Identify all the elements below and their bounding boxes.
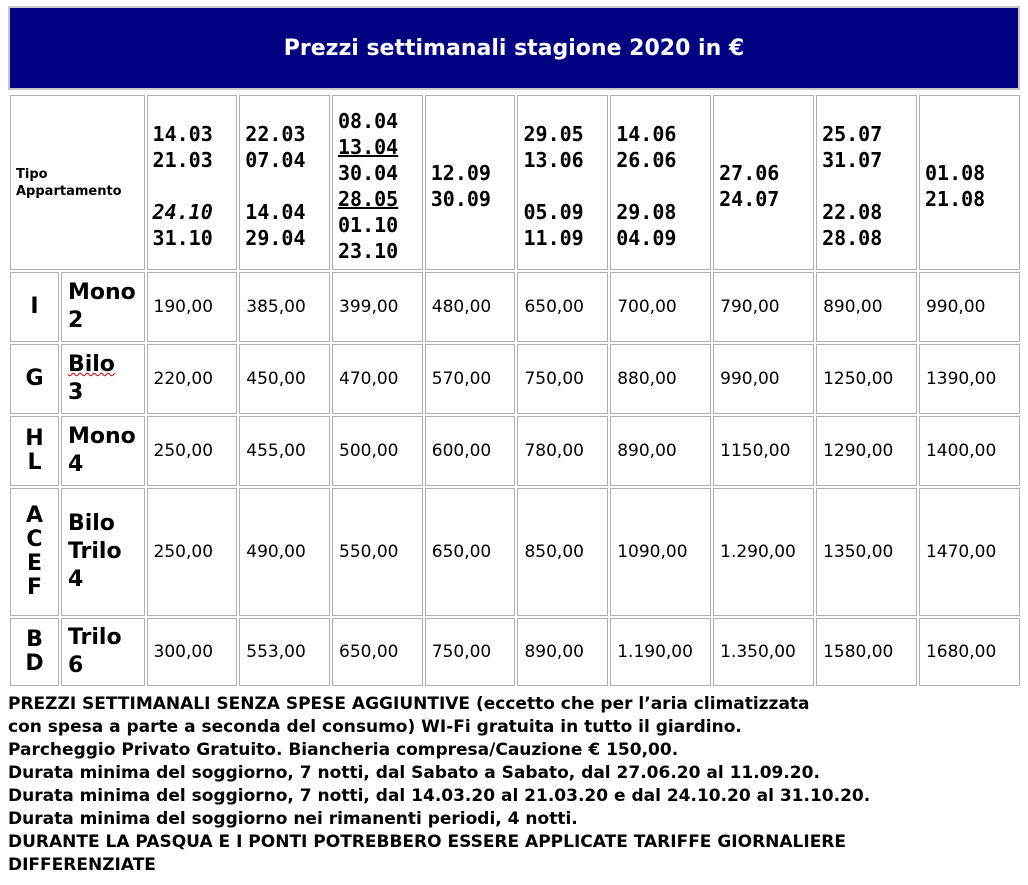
apartment-type [61,488,145,616]
unit-letter: L [27,450,42,475]
apartment-name: Mono [67,280,136,305]
apartment-name: Bilo [67,511,115,536]
apartment-name: Mono [67,424,136,449]
note-line: DIFFERENZIATE [8,855,156,875]
table-row [10,416,1020,486]
price-cell: 1.290,00 [713,488,814,616]
period-date: 04.09 [616,225,677,250]
period-header-1 [147,95,238,270]
unit-letters [10,344,59,414]
price-cell: 1250,00 [816,344,917,414]
period-date: 30.09 [430,186,491,211]
price-cell: 570,00 [425,344,516,414]
unit-letters [10,618,59,686]
period-date: 08.04 [338,108,399,133]
period-date: 14.06 [616,121,677,146]
period-date: 01.10 [338,212,399,237]
table-row [10,272,1020,342]
price-cell: 650,00 [332,618,423,686]
period-date: 30.04 [338,160,399,185]
note-line: Durata minima del soggiorno, 7 notti, dal 14.03.20 al 21.03.20 e dal 24.10.20 al 31.10.20. [8,786,871,806]
period-date: 26.06 [616,147,677,172]
price-cell: 990,00 [713,344,814,414]
apartment-type [61,618,145,686]
apartment-capacity: 4 [67,452,84,477]
period-date: 05.09 [523,199,584,224]
price-cell: 455,00 [239,416,330,486]
price-cell: 790,00 [713,272,814,342]
period-header-2 [239,95,330,270]
period-date: 23.10 [338,238,399,263]
price-cell: 1580,00 [816,618,917,686]
period-date: 01.08 [924,160,986,185]
price-cell: 1150,00 [713,416,814,486]
period-date: 29.04 [245,225,306,250]
type-label-line1: Tipo [16,166,48,182]
period-date: 13.06 [523,147,584,172]
period-date: 24.10 [152,199,213,224]
period-date: 31.10 [152,225,213,250]
price-cell: 1470,00 [919,488,1020,616]
price-cell: 990,00 [919,272,1020,342]
period-date: 21.03 [152,147,213,172]
price-cell: 880,00 [610,344,711,414]
note-line: Parcheggio Privato Gratuito. Biancheria compresa/Cauzione € 150,00. [8,740,679,760]
period-date: 27.06 [719,160,780,185]
price-cell: 1090,00 [610,488,711,616]
unit-letter: G [25,366,44,391]
period-date: 12.09 [430,160,491,185]
unit-letter: B [26,627,43,652]
price-cell: 890,00 [517,618,608,686]
price-cell: 1.190,00 [610,618,711,686]
unit-letters [10,272,59,342]
terms-notes [8,693,1020,877]
price-cell: 1680,00 [919,618,1020,686]
price-cell: 470,00 [332,344,423,414]
apartment-name: Trilo [67,539,122,564]
note-line: con spesa a parte a seconda del consumo) WI-Fi gratuita in tutto il giardino. [8,717,742,737]
apartment-capacity: 2 [67,308,84,333]
price-cell: 385,00 [239,272,330,342]
period-date: 07.04 [245,147,306,172]
period-header-3 [332,95,423,270]
page-title: Prezzi settimanali stagione 2020 in € [283,35,745,61]
table-row [10,344,1020,414]
apartment-capacity: 4 [67,567,84,592]
period-header-9 [919,95,1020,270]
price-cell: 750,00 [517,344,608,414]
price-cell: 250,00 [147,488,238,616]
period-date: 28.08 [822,225,883,250]
apartment-type [61,416,145,486]
price-cell: 890,00 [816,272,917,342]
period-header-4 [425,95,516,270]
period-date: 22.08 [822,199,883,224]
period-header-6 [610,95,711,270]
price-cell: 490,00 [239,488,330,616]
period-header-8 [816,95,917,270]
period-date: 11.09 [523,225,584,250]
price-cell: 850,00 [517,488,608,616]
period-date: 14.04 [245,199,306,224]
apartment-type [61,344,145,414]
price-cell: 1350,00 [816,488,917,616]
price-cell: 250,00 [147,416,238,486]
unit-letter: C [26,527,43,552]
note-line: PREZZI SETTIMANALI SENZA SPESE AGGIUNTIVE (eccetto che per l’aria climatizzata [8,694,810,714]
price-cell: 399,00 [332,272,423,342]
price-cell: 650,00 [517,272,608,342]
period-header-5 [517,95,608,270]
unit-letter: E [26,551,42,576]
apartment-type [61,272,145,342]
header-row [10,95,1020,270]
price-cell: 553,00 [239,618,330,686]
price-cell: 1400,00 [919,416,1020,486]
note-line: Durata minima del soggiorno nei rimanenti periodi, 4 notti. [8,809,578,829]
price-cell: 220,00 [147,344,238,414]
price-cell: 1390,00 [919,344,1020,414]
price-cell: 190,00 [147,272,238,342]
price-cell: 300,00 [147,618,238,686]
unit-letters [10,488,59,616]
apartment-capacity: 6 [67,653,84,678]
period-date: 22.03 [245,121,306,146]
period-date: 25.07 [822,121,883,146]
price-cell: 750,00 [425,618,516,686]
table-row [10,618,1020,686]
period-date: 24.07 [719,186,780,211]
price-cell: 1.350,00 [713,618,814,686]
period-header-7 [713,95,814,270]
price-cell: 480,00 [425,272,516,342]
unit-letter: F [26,575,42,600]
price-cell: 550,00 [332,488,423,616]
price-cell: 600,00 [425,416,516,486]
period-date: 29.05 [523,121,584,146]
period-date: 28.05 [338,186,399,211]
price-cell: 650,00 [425,488,516,616]
table-row [10,488,1020,616]
price-table [8,93,1022,688]
note-line: Durata minima del soggiorno, 7 notti, dal Sabato a Sabato, dal 27.06.20 al 11.09.20. [8,763,820,783]
price-cell: 890,00 [610,416,711,486]
unit-letter: D [25,651,44,676]
price-cell: 700,00 [610,272,711,342]
price-cell: 450,00 [239,344,330,414]
apartment-name: Bilo [67,352,115,377]
unit-letter: I [30,294,39,319]
period-date: 21.08 [924,186,986,211]
apartment-capacity: 3 [67,380,84,405]
period-date: 29.08 [616,199,677,224]
price-cell: 780,00 [517,416,608,486]
note-line: DURANTE LA PASQUA E I PONTI POTREBBERO ESSERE APPLICATE TARIFFE GIORNALIERE [8,832,847,852]
title-banner [8,6,1020,90]
unit-letter: H [25,426,44,451]
type-header-cell [10,95,145,270]
unit-letters [10,416,59,486]
period-date: 14.03 [152,121,213,146]
price-cell: 1290,00 [816,416,917,486]
period-date: 13.04 [338,134,399,159]
price-cell: 500,00 [332,416,423,486]
type-label-line2: Appartamento [16,183,122,199]
unit-letter: A [25,503,43,528]
apartment-name: Trilo [67,625,122,650]
period-date: 31.07 [822,147,883,172]
